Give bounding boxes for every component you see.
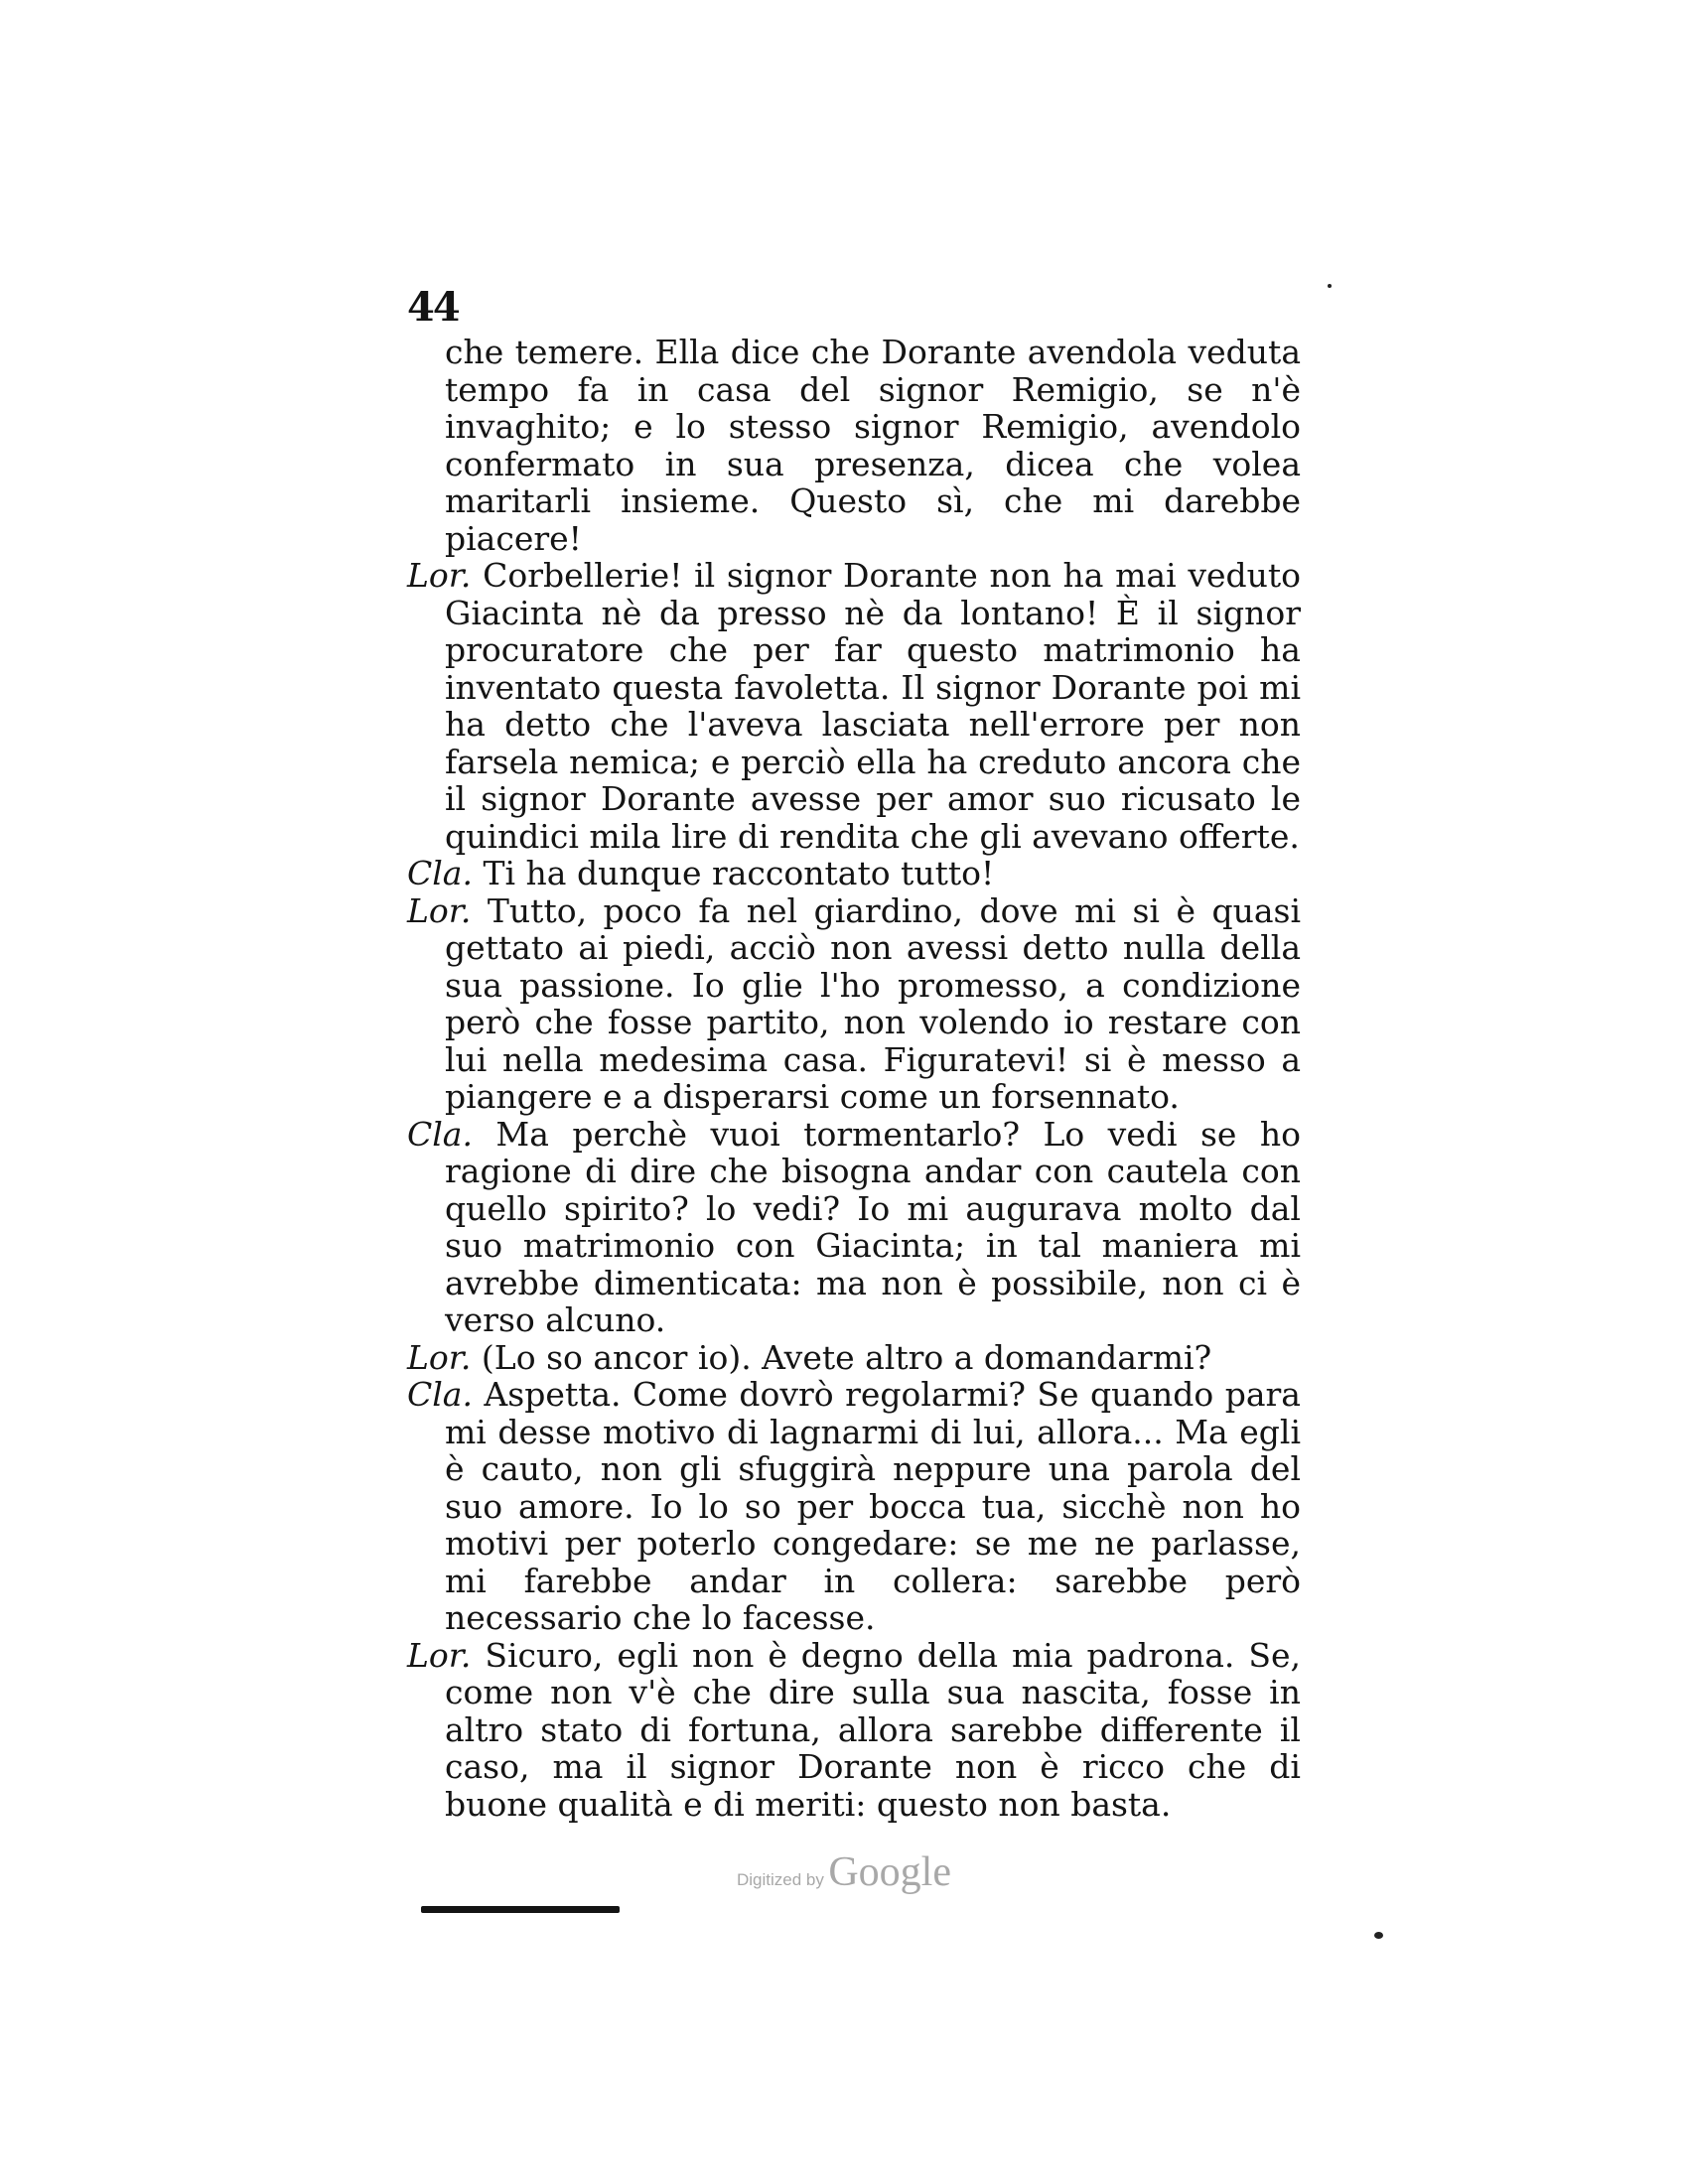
speech-text: Tutto, poco fa nel giardino, dove mi si è quasi gettato ai piedi, acciò non avessi detto nulla della sua passione. Io glie l'ho promesso, a condizione però che fosse partito, non volendo io restare con lui nella medesima casa. Figuratevi! si è messo a piangere e a disperarsi come un forsennato. bbox=[445, 890, 1302, 1116]
page-number: 44 bbox=[407, 284, 459, 331]
speaker-label: Lor. bbox=[407, 1337, 472, 1377]
speech-4 bbox=[407, 1116, 1301, 1339]
digitized-by-google-watermark bbox=[0, 1848, 1688, 1896]
speech-2 bbox=[407, 855, 1301, 892]
speaker-label: Cla. bbox=[407, 1114, 473, 1154]
speech-text: Corbellerie! il signor Dorante non ha mai veduto Giacinta nè da presso nè da lontano! È il signor procuratore che per far questo matrimonio ha inventato questa favoletta. Il signor Dorante poi mi ha detto che l'aveva lasciata nell'errore per non farsela nemica; e perciò ella ha creduto ancora che il signor Dorante avesse per amor suo ricusato le quindici mila lire di rendita che gli avevano offerte. bbox=[445, 556, 1301, 856]
speech-text: Aspetta. Come dovrò regolarmi? Se quando para mi desse motivo di lagnarmi di lui, allora... Ma egli è cauto, non gli sfuggirà neppure una parola del suo amore. Io lo so per bocca tua, sicchè non ho motivi per poterlo congedare: se me ne parlasse, mi farebbe andar in collera: sarebbe però necessario che lo facesse. bbox=[445, 1375, 1301, 1637]
digitized-by-label: Digitized by bbox=[737, 1870, 824, 1889]
speaker-label: Lor. bbox=[407, 1635, 472, 1675]
speech-6 bbox=[407, 1376, 1301, 1637]
speech-5 bbox=[407, 1339, 1301, 1377]
text-block bbox=[407, 334, 1301, 1823]
google-logo: Google bbox=[828, 1849, 951, 1895]
speaker-label: Lor. bbox=[407, 556, 472, 595]
opening-paragraph: che temere. Ella dice che Dorante avendola veduta tempo fa in casa del signor Remigio, se n'è invaghito; e lo stesso signor Remigio, avendolo confermato in sua presenza, dicea che volea maritarli insieme. Questo sì, che mi darebbe piacere! bbox=[445, 333, 1301, 558]
speech-1 bbox=[407, 557, 1301, 855]
speech-text: Ti ha dunque raccontato tutto! bbox=[483, 854, 995, 892]
speech-text: Ma perchè vuoi tormentarlo? Lo vedi se ho ragione di dire che bisogna andar con cautela con quello spirito? lo vedi? Io mi augurava molto dal suo matrimonio con Giacinta; in tal maniera mi avrebbe dimenticata: ma non è possibile, non ci è verso alcuno. bbox=[445, 1114, 1301, 1339]
speaker-label: Cla. bbox=[407, 1375, 473, 1414]
printed-rule bbox=[421, 1906, 620, 1913]
speech-7 bbox=[407, 1637, 1301, 1824]
speech-3 bbox=[407, 892, 1301, 1116]
speech-text: Sicuro, egli non è degno della mia padrona. Se, come non v'è che dire sulla sua nascita, fosse in altro stato di fortuna, allora sarebbe differente il caso, ma il signor Dorante non è ricco che di buone qualità e di meriti: questo non basta. bbox=[445, 1635, 1301, 1824]
speaker-label: Lor. bbox=[407, 890, 472, 930]
scan-speck bbox=[1328, 284, 1332, 288]
scan-speck bbox=[1374, 1932, 1383, 1939]
speech-text: (Lo so ancor io). Avete altro a domandarmi? bbox=[481, 1337, 1212, 1377]
speaker-label: Cla. bbox=[407, 854, 473, 892]
